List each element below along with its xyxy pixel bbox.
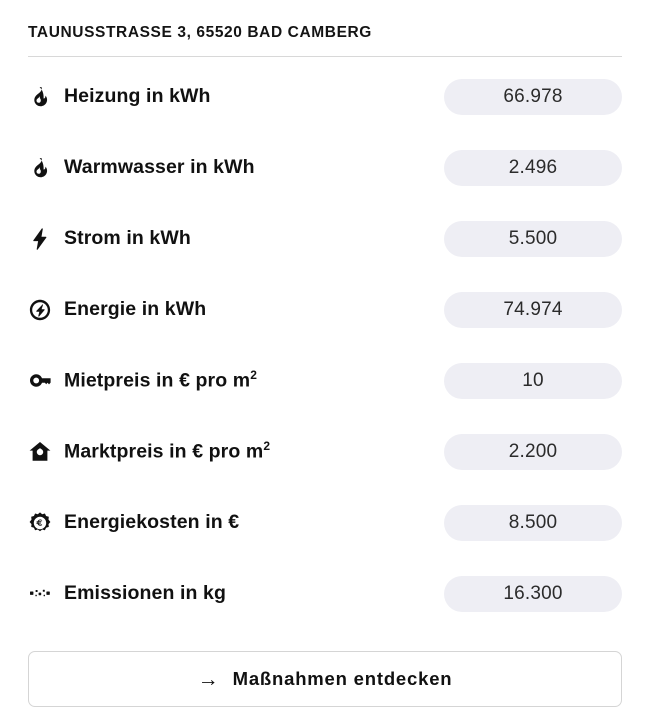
metric-value: 66.978: [503, 85, 563, 107]
metric-value-pill: [444, 576, 622, 612]
property-address: TAUNUSSTRASSE 3, 65520 BAD CAMBERG: [28, 24, 372, 41]
metric-value-pill: [444, 434, 622, 470]
energy-leaf-icon: [18, 298, 64, 322]
metric-value: 2.200: [508, 440, 558, 462]
metric-value: 8.500: [508, 511, 558, 533]
metric-row: [18, 345, 632, 416]
metric-row: [18, 203, 632, 274]
metric-label-text: Mietpreis in € pro m: [64, 369, 251, 392]
emissions-icon: [18, 583, 64, 605]
metric-label: Warmwasser in kWh: [64, 156, 255, 178]
metrics-list: [18, 61, 632, 629]
house-icon: [18, 440, 64, 464]
metric-label-exponent: 2: [250, 368, 257, 383]
discover-measures-button[interactable]: [28, 651, 622, 707]
metric-row: [18, 132, 632, 203]
metric-label-text: Marktpreis in € pro m: [64, 440, 264, 463]
metric-value-pill: [444, 79, 622, 115]
gear-euro-icon: [18, 511, 64, 535]
metric-row: [18, 487, 632, 558]
metric-value: 2.496: [508, 156, 558, 178]
flame-icon: [18, 156, 64, 180]
metric-label: Energie in kWh: [64, 298, 207, 320]
flame-icon: [18, 85, 64, 109]
metric-value-pill: [444, 292, 622, 328]
bolt-icon: [18, 227, 64, 251]
metric-value: 74.974: [503, 298, 563, 320]
metric-value-pill: [444, 505, 622, 541]
metric-row: [18, 274, 632, 345]
metric-value: 5.500: [508, 227, 558, 249]
metric-value: 10: [522, 369, 544, 391]
metric-label: [64, 368, 444, 393]
metric-label: [64, 439, 444, 464]
metric-value-pill: [444, 363, 622, 399]
key-icon: [18, 369, 64, 393]
metric-label: Strom in kWh: [64, 227, 191, 249]
metric-value: 16.300: [503, 582, 563, 604]
header-divider: [28, 56, 622, 57]
metric-label: Energiekosten in €: [64, 511, 240, 533]
metric-row: [18, 61, 632, 132]
metric-label-exponent: 2: [263, 439, 271, 454]
metric-row: [18, 416, 632, 487]
metric-label: Heizung in kWh: [64, 85, 211, 107]
metric-row: [18, 558, 632, 629]
metric-label: Emissionen in kg: [64, 582, 226, 604]
discover-measures-label: Maßnahmen entdecken: [232, 668, 453, 689]
metric-value-pill: [444, 150, 622, 186]
arrow-right-icon: →: [197, 667, 219, 691]
metric-value-pill: [444, 221, 622, 257]
